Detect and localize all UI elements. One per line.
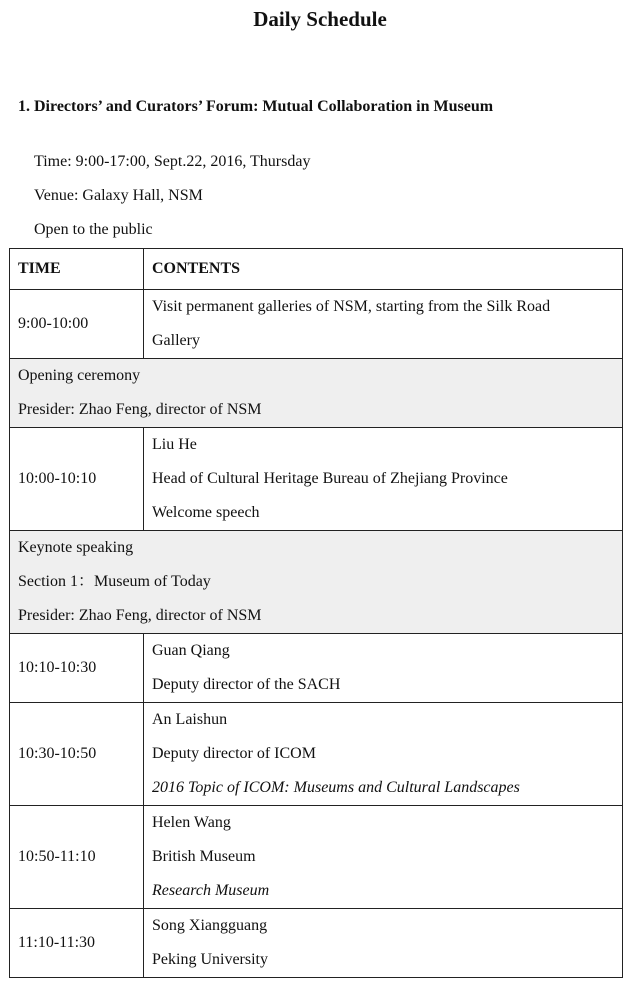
time-cell: 10:10-10:30 xyxy=(10,634,144,703)
event-venue: Venue: Galaxy Hall, NSM xyxy=(34,187,203,204)
table-row xyxy=(10,290,623,359)
banner-line: Presider: Zhao Feng, director of NSM xyxy=(18,401,262,418)
header-contents: CONTENTS xyxy=(144,249,623,290)
table-row xyxy=(10,909,623,978)
speaker-affiliation: Deputy director of ICOM xyxy=(152,745,316,762)
speaker-name: An Laishun xyxy=(152,711,228,728)
time-cell: 9:00-10:00 xyxy=(10,290,144,359)
time-cell: 10:50-11:10 xyxy=(10,806,144,909)
section-heading: 1. Directors’ and Curators’ Forum: Mutual Collaboration in Museum xyxy=(18,98,494,115)
event-time: Time: 9:00-17:00, Sept.22, 2016, Thursday xyxy=(34,153,311,170)
speaker-name: Song Xiangguang xyxy=(152,917,268,934)
contents-line: Gallery xyxy=(152,332,200,349)
speaker-affiliation: Deputy director of the SACH xyxy=(152,676,341,693)
header-time: TIME xyxy=(10,249,144,290)
page-title: Daily Schedule xyxy=(253,7,387,31)
talk-title: Welcome speech xyxy=(152,504,260,521)
contents-cell xyxy=(144,806,623,909)
table-row xyxy=(10,806,623,909)
speaker-name: Guan Qiang xyxy=(152,642,230,659)
table-row xyxy=(10,634,623,703)
event-access: Open to the public xyxy=(34,221,153,238)
talk-title: 2016 Topic of ICOM: Museums and Cultural Landscapes xyxy=(152,779,520,796)
speaker-affiliation: Peking University xyxy=(152,951,268,968)
contents-line: Visit permanent galleries of NSM, starting from the Silk Road xyxy=(152,298,551,315)
time-cell: 10:30-10:50 xyxy=(10,703,144,806)
banner-line: Presider: Zhao Feng, director of NSM xyxy=(18,607,262,624)
table-row xyxy=(10,703,623,806)
session-banner-row xyxy=(10,531,623,634)
speaker-name: Helen Wang xyxy=(152,814,231,831)
table-row xyxy=(10,428,623,531)
schedule-table xyxy=(9,248,623,978)
contents-cell xyxy=(144,634,623,703)
session-banner-row xyxy=(10,359,623,428)
session-banner xyxy=(10,359,623,428)
speaker-affiliation: British Museum xyxy=(152,848,256,865)
contents-cell xyxy=(144,703,623,806)
time-cell: 10:00-10:10 xyxy=(10,428,144,531)
banner-line: Opening ceremony xyxy=(18,367,141,384)
contents-cell xyxy=(144,290,623,359)
speaker-affiliation: Head of Cultural Heritage Bureau of Zhejiang Province xyxy=(152,470,508,487)
session-banner xyxy=(10,531,623,634)
banner-line: Section 1：Museum of Today xyxy=(18,573,211,590)
speaker-name: Liu He xyxy=(152,436,197,453)
contents-cell xyxy=(144,909,623,978)
talk-title: Research Museum xyxy=(152,882,270,899)
table-header-row xyxy=(10,249,623,290)
time-cell: 11:10-11:30 xyxy=(10,909,144,978)
contents-cell xyxy=(144,428,623,531)
banner-line: Keynote speaking xyxy=(18,539,134,556)
